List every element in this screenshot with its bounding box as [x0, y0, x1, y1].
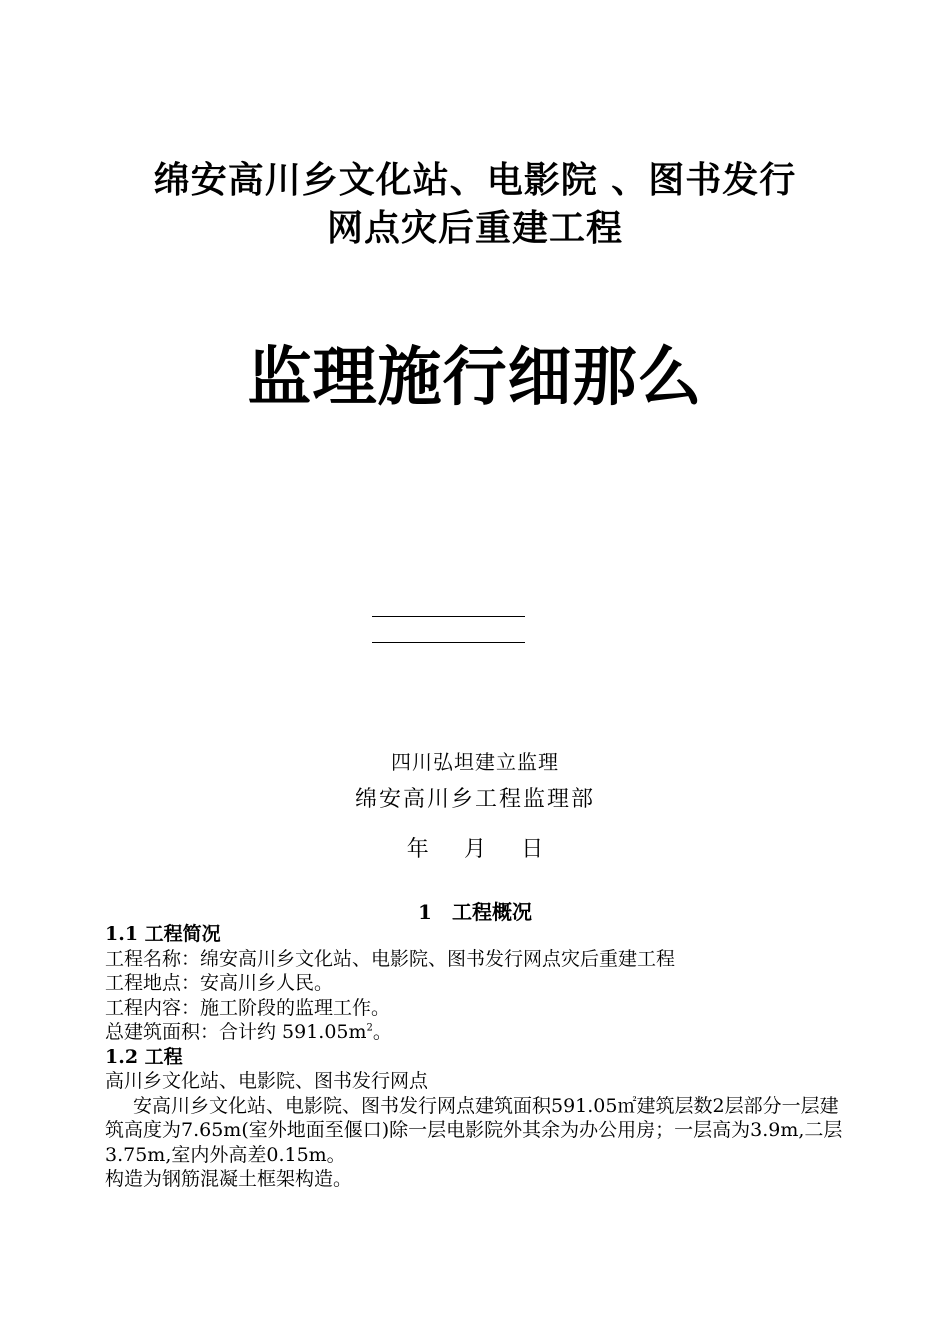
total-area-text: 总建筑面积：合计约 591.05m	[105, 1021, 367, 1043]
section-number: 1	[418, 900, 432, 924]
document-title-line-1: 绵安高川乡文化站、电影院 、图书发行	[153, 159, 797, 201]
project-name-line: 工程名称：绵安高川乡文化站、电影院、图书发行网点灾后重建工程	[105, 947, 676, 970]
document-type-heading: 监理施行细那么	[247, 341, 703, 415]
area-unit-superscript: 2	[366, 1022, 373, 1034]
project-location-line: 工程地点：安高川乡人民。	[105, 972, 334, 994]
subsection-heading: 1.1 工程简况	[105, 923, 221, 945]
section-body	[105, 922, 850, 1192]
project-subject-line: 高川乡文化站、电影院、图书发行网点	[105, 1070, 429, 1092]
signature-line	[372, 642, 525, 643]
section-heading	[0, 896, 950, 925]
total-area-line	[105, 1020, 850, 1045]
subsection-heading: 1.2 工程	[105, 1045, 183, 1068]
total-area-end: 。	[372, 1021, 392, 1043]
organization-name: 四川弘坦建立监理	[391, 750, 559, 774]
section-title: 工程概况	[451, 900, 532, 924]
document-title-line-2: 网点灾后重建工程	[326, 207, 623, 249]
structure-type-line: 构造为钢筋混凝土框架构造。	[105, 1168, 353, 1190]
department-name: 绵安高川乡工程监理部	[354, 787, 595, 812]
project-description-paragraph: 安高川乡文化站、电影院、图书发行网点建筑面积591.05㎡建筑层数2层部分一层建筑高度为7.65m(室外地面至偃口)除一层电影院外其余为办公用房；一层高为3.9m,二层3.75m,室内外高差0.15m。	[105, 1094, 843, 1166]
project-scope-line: 工程内容：施工阶段的监理工作。	[105, 996, 391, 1019]
date-line: 年 月 日	[406, 837, 544, 862]
signature-line	[372, 616, 525, 617]
